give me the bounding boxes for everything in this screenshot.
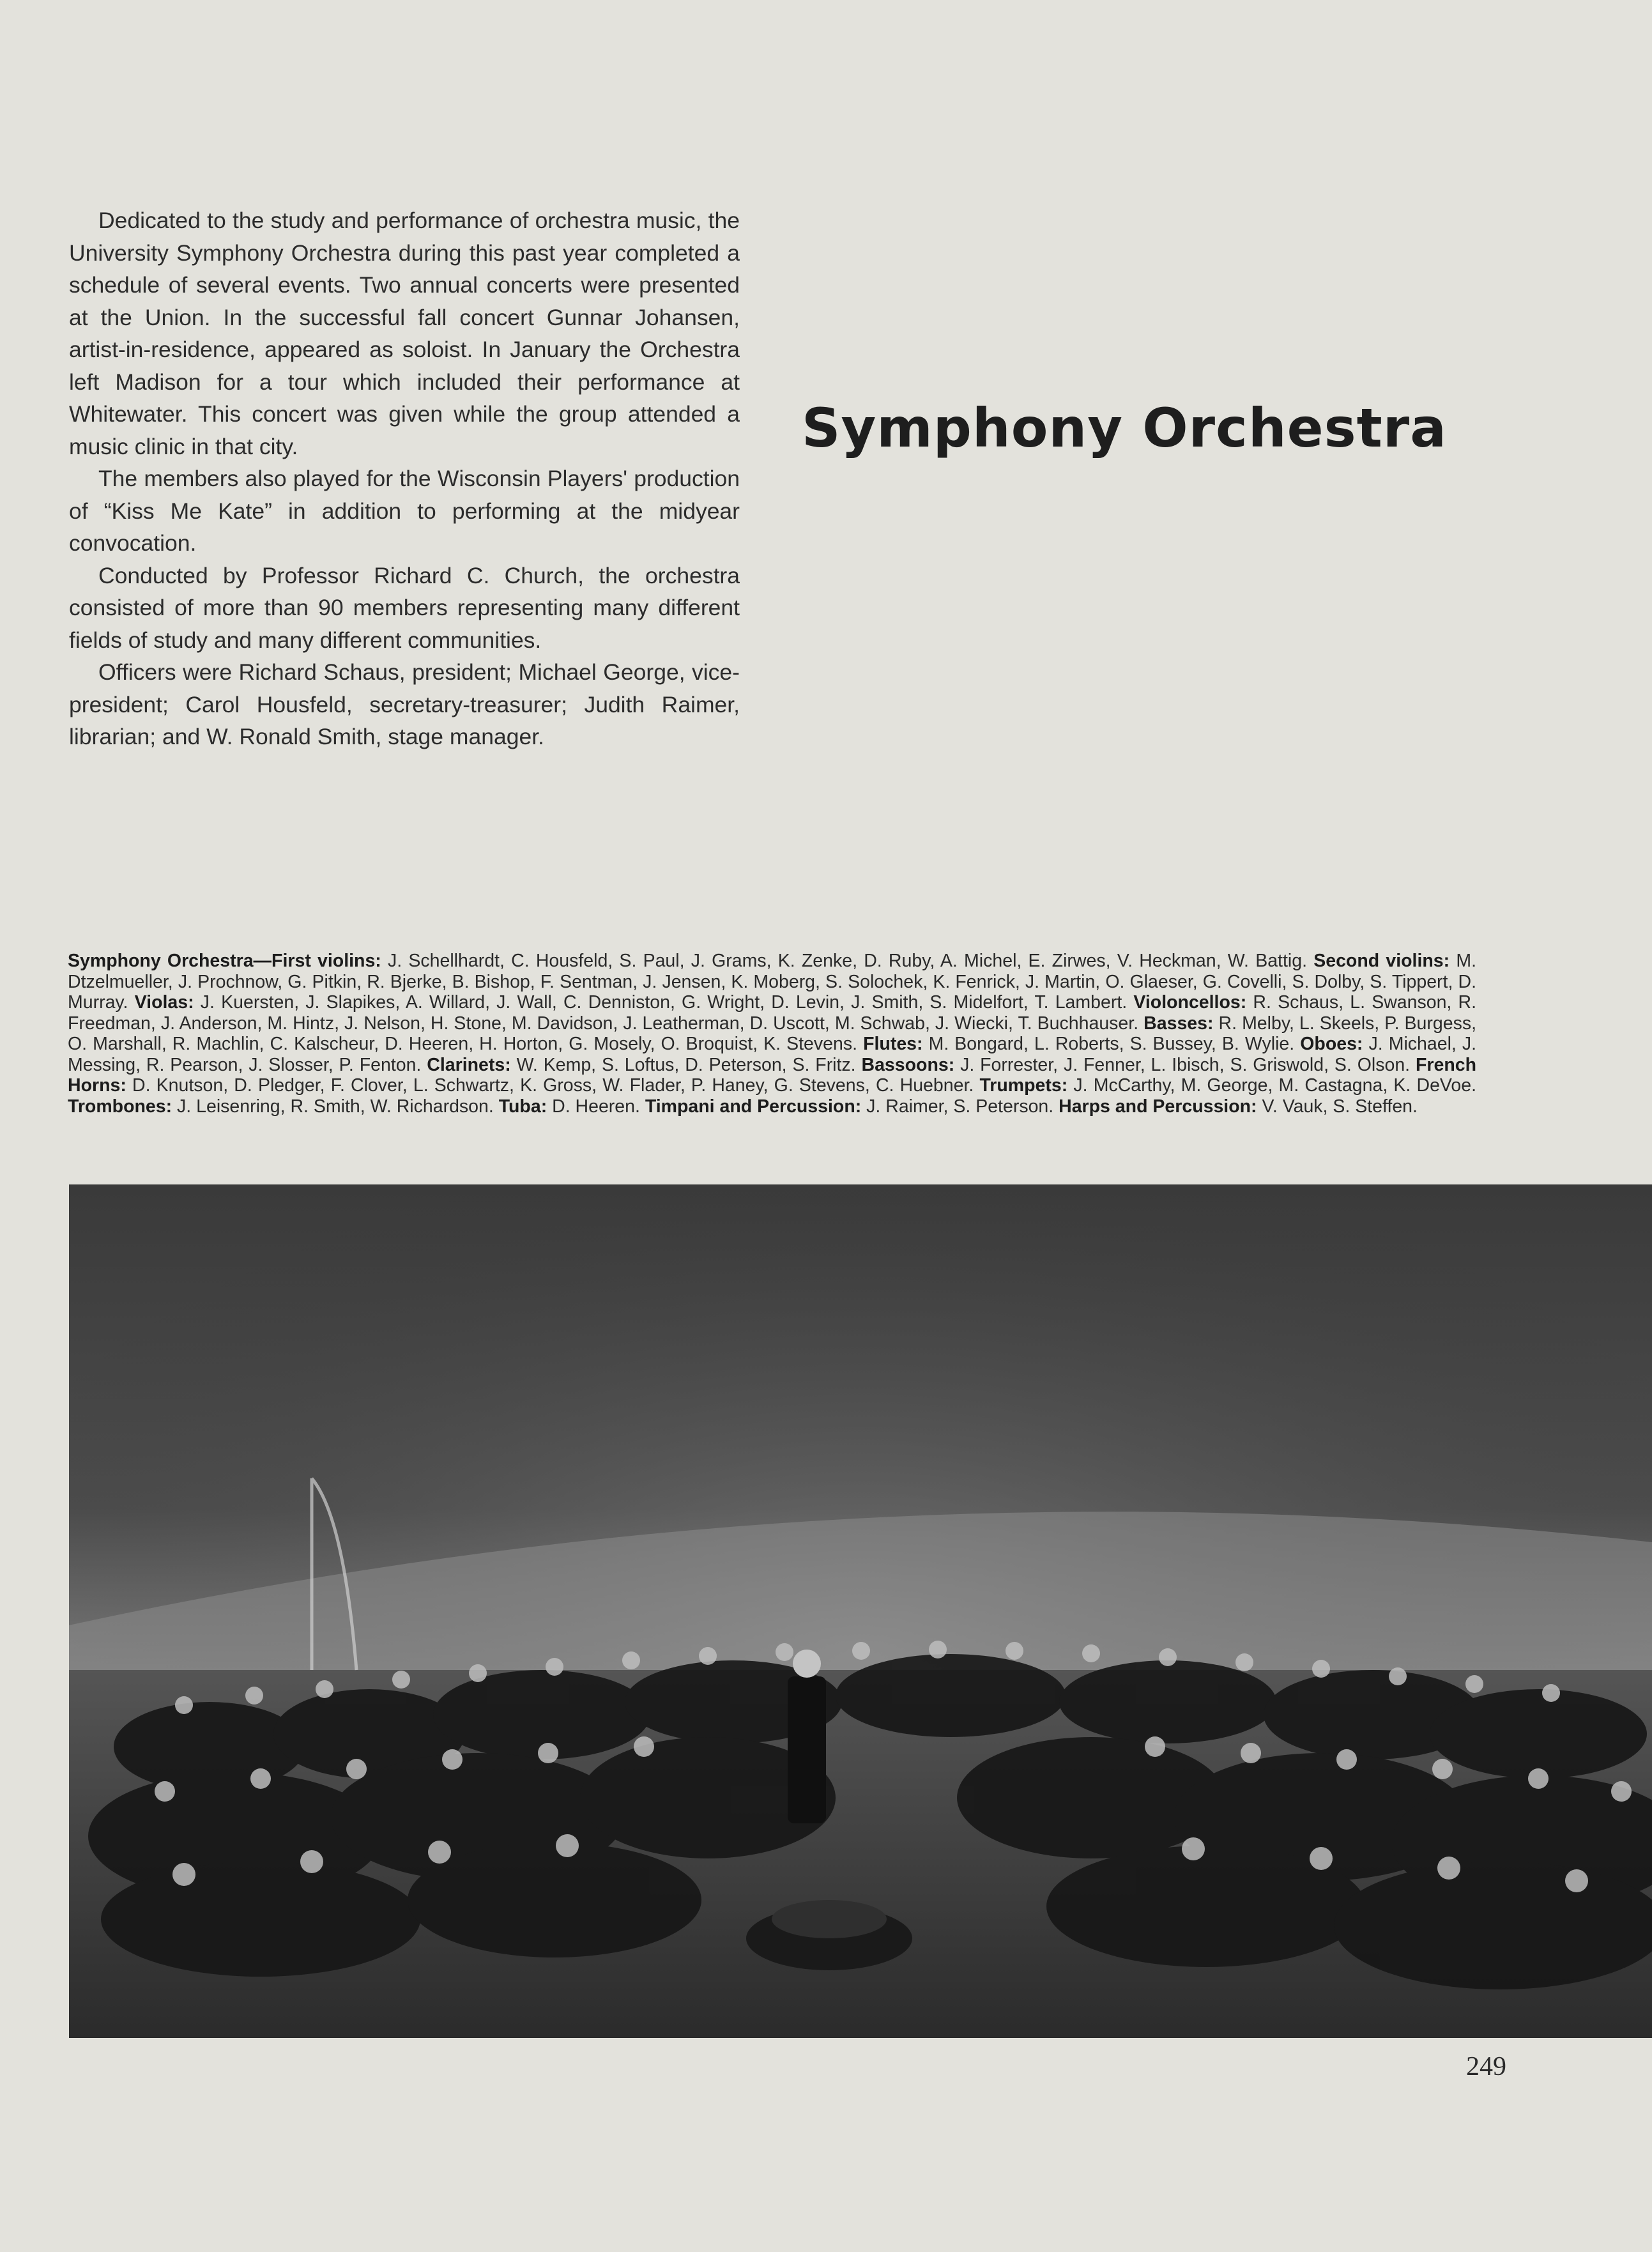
roster-label: Timpani and Percussion:: [645, 1096, 862, 1117]
roster-label: Violoncellos:: [1133, 992, 1247, 1013]
roster-names: J. Leisenring, R. Smith, W. Richardson.: [177, 1096, 494, 1117]
page-number: 249: [1466, 2052, 1506, 2081]
roster-names: J. Kuersten, J. Slapikes, A. Willard, J. Wall, C. Denniston, G. Wright, D. Levin, J. Smith, S. Midelfort, T. Lambert.: [200, 992, 1128, 1013]
roster-caption: [68, 951, 1476, 1117]
roster-label: Trombones:: [68, 1096, 172, 1117]
intro-paragraph-1: Dedicated to the study and performance of orchestra music, the University Symphony Orchestra during this past year completed a schedule of several events. Two annual concerts were presented at the Union. In the successful fall concert Gunnar Johansen, artist-in-residence, appeared as soloist. In January the Orchestra left Madison for a tour which included their performance at Whitewater. This concert was given while the group attended a music clinic in that city.: [69, 208, 740, 459]
intro-paragraph-2: The members also played for the Wisconsin Players' production of “Kiss Me Kate” in addition to performing at the midyear convocation.: [69, 466, 740, 556]
roster-label: Bassoons:: [861, 1054, 955, 1075]
intro-text: [69, 204, 740, 753]
roster-label: Violas:: [134, 992, 194, 1013]
roster-names: J. Schellhardt, C. Housfeld, S. Paul, J. Grams, K. Zenke, D. Ruby, A. Michel, E. Zirwes, V. Heckman, W. Battig.: [388, 951, 1307, 971]
roster-names: D. Knutson, D. Pledger, F. Clover, L. Schwartz, K. Gross, W. Flader, P. Haney, G. Stevens, C. Huebner.: [132, 1075, 974, 1096]
roster-label: Basses:: [1143, 1013, 1214, 1034]
roster-names: J. Raimer, S. Peterson.: [866, 1096, 1054, 1117]
orchestra-photo: [69, 1184, 1652, 2038]
roster-label: Tuba:: [498, 1096, 547, 1117]
roster-label: Harps and Percussion:: [1059, 1096, 1257, 1117]
roster-names: J. Forrester, J. Fenner, L. Ibisch, S. Griswold, S. Olson.: [960, 1054, 1411, 1075]
roster-names: M. Dtzelmueller, J. Prochnow, G. Pitkin, R. Bjerke, B. Bishop, F. Sentman, J. Jensen, K. Moberg, S. Solochek, K. Fenrick, J. Martin, O. Glaeser, G. Covelli, S. Dolby, S. Tippert, D. Murray.: [68, 951, 1477, 1013]
roster-names: V. Vauk, S. Steffen.: [1262, 1096, 1418, 1117]
orchestra-photo-illustration: [69, 1184, 1652, 2038]
roster-label: Flutes:: [863, 1034, 923, 1054]
roster-names: R. Schaus, L. Swanson, R. Freedman, J. Anderson, M. Hintz, J. Nelson, H. Stone, M. Davidson, J. Leatherman, D. Uscott, M. Schwab, J. Wiecki, T. Buchhauser.: [68, 992, 1477, 1034]
roster-label: Trumpets:: [979, 1075, 1068, 1096]
roster-label: Second violins:: [1313, 951, 1450, 971]
roster-names: J. Michael, J. Messing, R. Pearson, J. Slosser, P. Fenton.: [68, 1034, 1477, 1075]
roster-names: M. Bongard, L. Roberts, S. Bussey, B. Wylie.: [928, 1034, 1295, 1054]
intro-paragraph-3: Conducted by Professor Richard C. Church, the orchestra consisted of more than 90 members representing many different fields of study and many different communities.: [69, 562, 740, 653]
roster-names: J. McCarthy, M. George, M. Castagna, K. DeVoe.: [1073, 1075, 1476, 1096]
page-title: Symphony Orchestra: [802, 397, 1447, 459]
roster-label: Oboes:: [1300, 1034, 1363, 1054]
intro-paragraph-4: Officers were Richard Schaus, president; Michael George, vice-president; Carol Housfeld, secretary-treasurer; Judith Raimer, librarian; and W. Ronald Smith, stage manager.: [69, 659, 740, 749]
roster-names: D. Heeren.: [552, 1096, 640, 1117]
roster-label: Symphony Orchestra—First violins:: [68, 951, 381, 971]
roster-label: French Horns:: [68, 1054, 1477, 1096]
roster-names: W. Kemp, S. Loftus, D. Peterson, S. Fritz.: [516, 1054, 856, 1075]
roster-label: Clarinets:: [427, 1054, 511, 1075]
roster-names: R. Melby, L. Skeels, P. Burgess, O. Marshall, R. Machlin, C. Kalscheur, D. Heeren, H. Horton, G. Mosely, O. Broquist, K. Stevens.: [68, 1013, 1476, 1054]
